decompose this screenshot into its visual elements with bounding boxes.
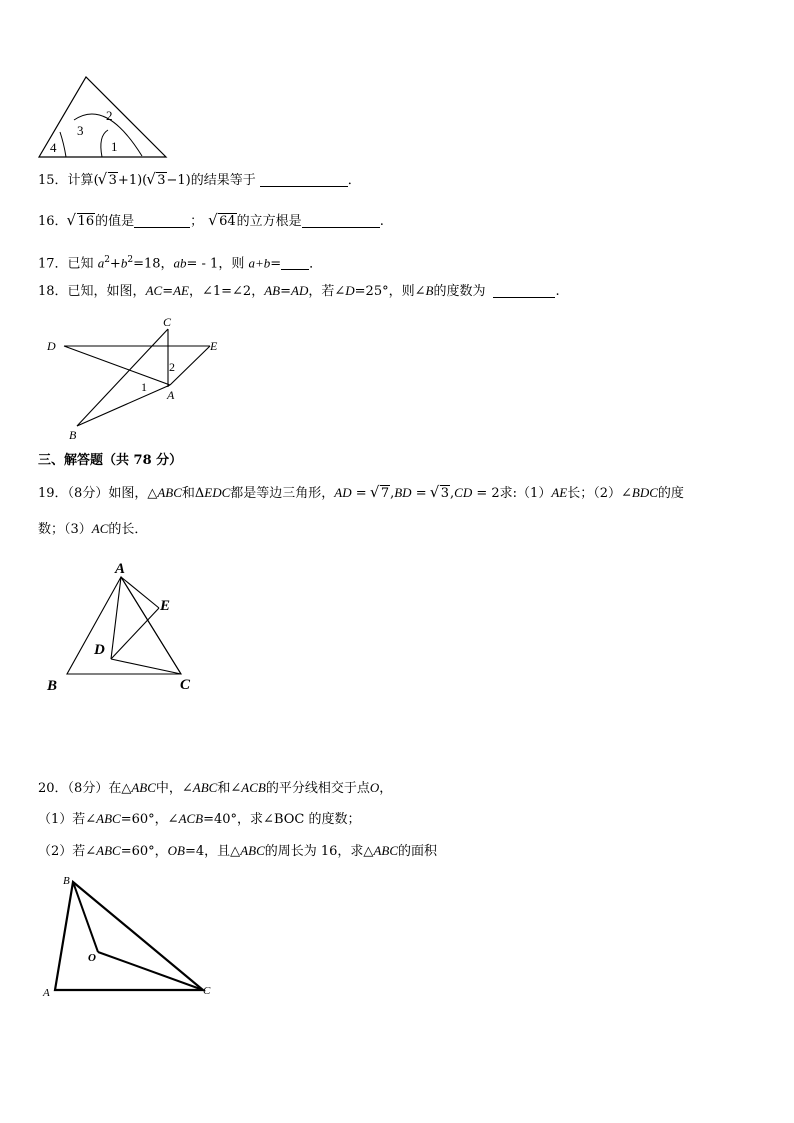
question-20-part-1: （1）若∠ABC=60°，∠ACB=40°，求∠BOC 的度数； — [38, 811, 361, 827]
question-20: 20．（8分）在△ABC中，∠ABC和∠ACB的平分线相交于点O， — [38, 780, 393, 796]
q15-number: 15． — [38, 173, 68, 188]
fig20-label-O: O — [88, 952, 96, 964]
q19-number: 19． — [38, 486, 68, 501]
fig18-label-C: C — [163, 315, 172, 329]
fig18-label-E: E — [210, 339, 218, 353]
q19-sqrt-2: √ 3 — [431, 485, 450, 503]
fig19-label-E: E — [160, 598, 171, 614]
fig20-label-B: B — [63, 875, 70, 887]
q17-answer-blank[interactable] — [281, 256, 309, 270]
q16-answer-blank-2[interactable] — [302, 214, 380, 228]
figure-q14 — [36, 74, 171, 160]
figure-q19 — [44, 560, 204, 695]
q15-answer-blank[interactable] — [260, 173, 348, 187]
figure-q20 — [40, 872, 220, 1002]
fig18-label-2: 2 — [169, 360, 175, 374]
figure-q18 — [44, 315, 229, 445]
fig14-label-4: 4 — [50, 140, 57, 155]
q17-number: 17． — [38, 256, 68, 272]
q20-number: 20． — [38, 781, 68, 796]
q15-sqrt-1: √ 3 — [99, 172, 118, 190]
fig18-label-A: A — [167, 388, 175, 402]
question-20-part-2: （2）若∠ABC=60°，OB=4，且△ABC的周长为 16，求△ABC的面积 — [38, 843, 438, 859]
question-16: 16．√ 16的值是 ；√ 64的立方根是 . — [38, 213, 384, 231]
fig19-label-A: A — [115, 561, 126, 577]
question-19: 19．（8分）如图，△ABC和ΔEDC都是等边三角形，AD = √ 7,BD = √ 3,CD = 2求:（1）AE长；（2）∠BDC的度 — [38, 484, 684, 503]
q18-number: 18． — [38, 284, 68, 299]
fig18-label-D: D — [47, 339, 56, 353]
fig18-label-1: 1 — [141, 380, 147, 394]
q16-answer-blank-1[interactable] — [134, 214, 190, 228]
question-18: 18．已知，如图，AC=AE，∠1=∠2，AB=AD，若∠D=25°，则∠B的度数为 . — [38, 283, 560, 299]
question-15: 15．计算(√ 3+1)(√ 3−1)的结果等于 ． — [38, 172, 361, 190]
question-17: 17．已知 $a^2+b^2=18$，ab= - 1，则 a+b= ． — [38, 255, 323, 272]
fig14-label-3: 3 — [77, 123, 84, 138]
q16-sqrt-2: √ 64 — [209, 213, 237, 231]
q15-prefix: 计算 — [67, 173, 94, 188]
fig19-label-C: C — [180, 677, 191, 693]
question-19-line-2: 数；（3）AC的长． — [38, 521, 148, 537]
fig18-label-B: B — [69, 428, 77, 442]
fig20-label-C: C — [203, 985, 211, 997]
fig19-label-B: B — [47, 678, 58, 694]
section-heading: 三、解答题（共 78 分） — [38, 453, 183, 468]
q15-suffix: 的结果等于 — [190, 173, 256, 188]
q19-sqrt-1: √ 7 — [371, 485, 390, 503]
fig19-label-D: D — [94, 642, 105, 658]
fig14-label-2: 2 — [106, 108, 113, 123]
q16-sqrt-1: √ 16 — [68, 213, 96, 231]
q16-number: 16． — [38, 214, 68, 229]
fig14-label-1: 1 — [111, 139, 118, 154]
fig20-label-A: A — [43, 987, 50, 999]
q15-sqrt-2: √ 3 — [147, 172, 166, 190]
q18-answer-blank[interactable] — [493, 284, 555, 298]
